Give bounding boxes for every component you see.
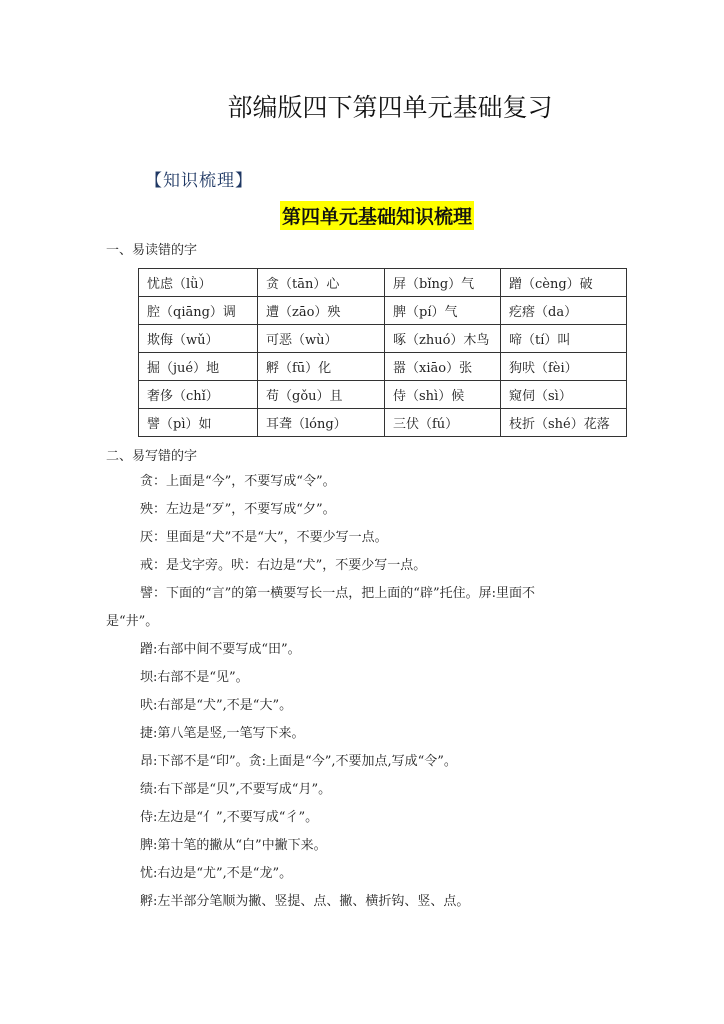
note-line: 是“井”。 — [106, 614, 159, 629]
note-line: 忧:右边是“尤”,不是“龙”。 — [140, 866, 293, 881]
table-cell: 啄（zhuó）木鸟 — [385, 325, 501, 353]
note-line: 殃：左边是“歹”，不要写成“夕”。 — [140, 502, 336, 517]
note-line: 脾:第十笔的撇从“白”中撇下来。 — [140, 838, 327, 853]
table-row — [139, 381, 627, 409]
table-cell: 欺侮（wǔ） — [139, 325, 258, 353]
highlight-heading: 第四单元基础知识梳理 — [280, 201, 474, 230]
table-cell: 可恶（wù） — [258, 325, 385, 353]
table-cell: 孵（fū）化 — [258, 353, 385, 381]
note-line: 吠:右部是“犬”,不是“大”。 — [140, 698, 293, 713]
table-cell: 嚣（xiāo）张 — [385, 353, 501, 381]
table-cell: 窥伺（sì） — [501, 381, 627, 409]
note-line: 捷:第八笔是竖,一笔写下来。 — [140, 726, 305, 741]
part1-heading: 一、易读错的字 — [106, 243, 198, 258]
table-row — [139, 409, 627, 437]
table-cell: 脾（pí）气 — [385, 297, 501, 325]
table-cell: 啼（tí）叫 — [501, 325, 627, 353]
note-line: 孵:左半部分笔顺为撇、竖提、点、撇、横折钩、竖、点。 — [140, 894, 470, 909]
table-cell: 遭（zāo）殃 — [258, 297, 385, 325]
table-cell: 腔（qiāng）调 — [139, 297, 258, 325]
table-cell: 掘（jué）地 — [139, 353, 258, 381]
table-cell: 苟（gǒu）且 — [258, 381, 385, 409]
note-line: 戒：是戈字旁。吠：右边是“犬”，不要少写一点。 — [140, 558, 427, 573]
table-cell: 疙瘩（da） — [501, 297, 627, 325]
table-cell: 奢侈（chǐ） — [139, 381, 258, 409]
table-cell: 譬（pì）如 — [139, 409, 258, 437]
note-line: 坝:右部不是“见”。 — [140, 670, 249, 685]
table-cell: 狗吠（fèi） — [501, 353, 627, 381]
note-line: 贪：上面是“今”，不要写成“令”。 — [140, 474, 336, 489]
pronunciation-table — [138, 268, 627, 437]
note-line: 蹭:右部中间不要写成“田”。 — [140, 642, 301, 657]
table-cell: 蹭（cèng）破 — [501, 269, 627, 297]
table-row — [139, 269, 627, 297]
table-cell: 屏（bǐng）气 — [385, 269, 501, 297]
note-line: 绩:右下部是“贝”,不要写成“月”。 — [140, 782, 332, 797]
section-tag: 【知识梳理】 — [145, 171, 253, 191]
table-cell: 贪（tān）心 — [258, 269, 385, 297]
note-line: 厌：里面是“犬”不是“大”，不要少写一点。 — [140, 530, 388, 545]
note-line: 侍:左边是“亻”,不要写成“彳”。 — [140, 810, 319, 825]
table-cell: 侍（shì）候 — [385, 381, 501, 409]
table-cell: 忧虑（lǜ） — [139, 269, 258, 297]
table-row — [139, 353, 627, 381]
page-title: 部编版四下第四单元基础复习 — [227, 93, 553, 122]
table-row — [139, 325, 627, 353]
table-cell: 三伏（fú） — [385, 409, 501, 437]
note-line: 昂:下部不是“印”。贪:上面是“今”,不要加点,写成“令”。 — [140, 754, 457, 769]
table-row — [139, 297, 627, 325]
table-cell: 耳聋（lóng） — [258, 409, 385, 437]
table-cell: 枝折（shé）花落 — [501, 409, 627, 437]
part2-heading: 二、易写错的字 — [106, 449, 198, 464]
note-line: 譬：下面的“言”的第一横要写长一点，把上面的“辟”托住。屏:里面不 — [140, 586, 535, 601]
